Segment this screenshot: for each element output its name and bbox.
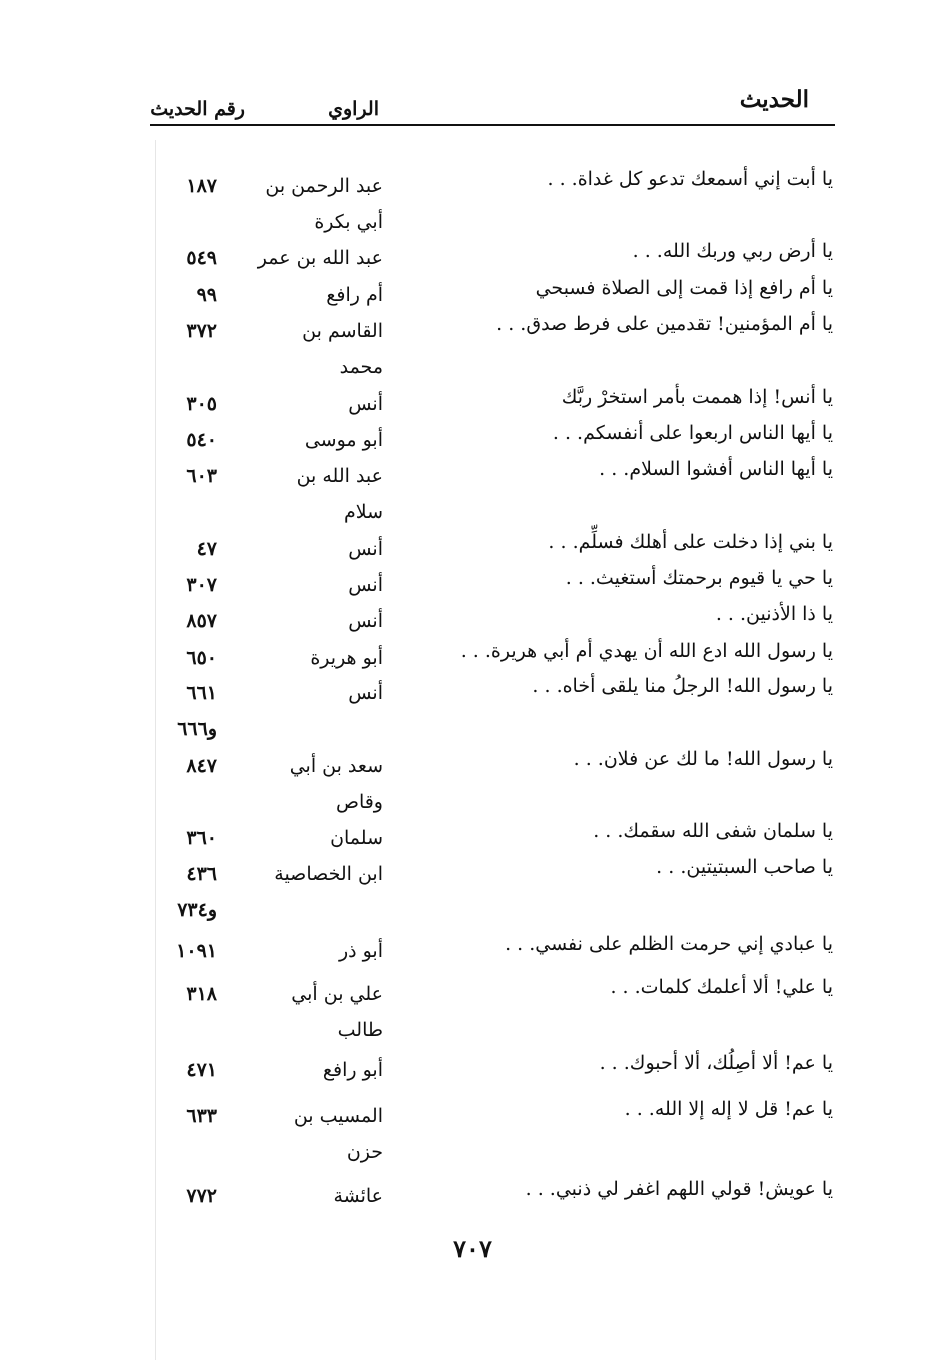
column-header-hadith: الحديث xyxy=(739,86,809,113)
hadith-text: يا أيها الناس اربعوا على أنفسكم. . . xyxy=(552,422,833,444)
hadith-text: يا بني إذا دخلت على أهلك فسلِّم. . . xyxy=(548,531,833,553)
hadith-number: ١٠٩١ xyxy=(176,940,217,962)
hadith-number: ٤٧١ xyxy=(186,1059,217,1081)
narrator-name: علي بن أبي طالب xyxy=(291,983,383,1041)
narrator-name: سلمان xyxy=(330,827,383,849)
hadith-text: يا أرض ربي وربك الله. . . xyxy=(632,240,833,262)
hadith-text: يا عبادي إني حرمت الظلم على نفسي. . . xyxy=(505,933,833,955)
narrator-name: أنس xyxy=(348,610,383,632)
hadith-number: ٩٩ xyxy=(196,284,217,306)
narrator-name: أنس xyxy=(348,682,383,704)
hadith-number: ٣١٨ xyxy=(186,983,217,1005)
narrator-name: عبد الله بن سلام xyxy=(296,465,383,523)
hadith-text: يا رسول الله ادع الله أن يهدي أم أبي هريرة. . . xyxy=(460,640,833,662)
hadith-number: ٥٤٩ xyxy=(186,247,217,269)
hadith-text: يا علي! ألا أعلمك كلمات. . . xyxy=(610,976,833,998)
narrator-name: أنس xyxy=(348,574,383,596)
hadith-number: ٤٧ xyxy=(196,538,217,560)
narrator-name: أبو موسى xyxy=(304,429,383,451)
narrator-name: عبد الرحمن بن أبي بكرة xyxy=(265,175,383,233)
hadith-text: يا عم! قل لا إله إلا الله. . . xyxy=(624,1098,833,1120)
narrator-name: أنس xyxy=(348,393,383,415)
narrator-name: سعد بن أبي وقاص xyxy=(289,755,383,813)
hadith-text: يا عويش! قولي اللهم اغفر لي ذنبي. . . xyxy=(525,1178,833,1200)
narrator-name: أبو رافع xyxy=(322,1059,383,1081)
hadith-number: ٦٣٣ xyxy=(186,1105,217,1127)
narrator-name: ابن الخصاصية xyxy=(274,863,383,885)
hadith-number: ٦٥٠ xyxy=(186,647,217,669)
hadith-number: ٣٧٢ xyxy=(186,320,217,342)
hadith-number: ٦٠٣ xyxy=(186,465,217,487)
hadith-text: يا أم المؤمنين! تقدمين على فرط صدق. . . xyxy=(496,313,833,335)
hadith-text: يا عم! ألا أصِلُك، ألا أحبوك. . . xyxy=(599,1052,833,1074)
hadith-text: يا أنس! إذا هممت بأمر استخرْ ربَّك xyxy=(561,386,833,408)
hadith-text: يا رسول الله! الرجلُ منا يلقى أخاه. . . xyxy=(532,675,833,697)
narrator-name: عائشة xyxy=(333,1185,383,1207)
hadith-number: ٣٠٧ xyxy=(186,574,217,596)
hadith-text: يا أم رافع إذا قمت إلى الصلاة فسبحي xyxy=(535,277,833,299)
hadith-text: يا رسول الله! ما لك عن فلان. . . xyxy=(573,748,833,770)
hadith-text: يا حي يا قيوم برحمتك أستغيث. . . xyxy=(565,567,833,589)
narrator-name: أم رافع xyxy=(326,284,383,306)
hadith-number: ٦٦١ و٦٦٦ xyxy=(177,682,217,740)
narrator-name: المسيب بن حزن xyxy=(293,1105,383,1163)
hadith-text: يا صاحب السبتيتين. . . xyxy=(656,856,833,878)
hadith-number: ٧٧٢ xyxy=(186,1185,217,1207)
hadith-text: يا سلمان شفى الله سقمك. . . xyxy=(593,820,833,842)
margin-guide xyxy=(155,140,156,1360)
narrator-name: أبو هريرة xyxy=(310,647,383,669)
hadith-text: يا ذا الأذنين. . . xyxy=(715,603,833,625)
hadith-text: يا أيها الناس أفشوا السلام. . . xyxy=(599,458,833,480)
hadith-number: ٨٥٧ xyxy=(186,610,217,632)
hadith-number: ٤٣٦ و٧٣٤ xyxy=(177,863,217,921)
column-header-number: رقم الحديث xyxy=(150,98,245,120)
narrator-name: أبو ذر xyxy=(338,940,383,962)
narrator-name: عبد الله بن عمر xyxy=(257,247,383,269)
hadith-number: ٣٦٠ xyxy=(186,827,217,849)
narrator-name: أنس xyxy=(348,538,383,560)
hadith-number: ٣٠٥ xyxy=(186,393,217,415)
hadith-number: ٨٤٧ xyxy=(186,755,217,777)
header-rule xyxy=(150,124,835,126)
page-number: ٧٠٧ xyxy=(453,1234,492,1263)
narrator-name: القاسم بن محمد xyxy=(302,320,383,378)
hadith-text: يا أبت إني أسمعك تدعو كل غداة. . . xyxy=(547,168,833,190)
column-header-narrator: الراوي xyxy=(328,98,379,120)
hadith-number: ١٨٧ xyxy=(186,175,217,197)
hadith-number: ٥٤٠ xyxy=(186,429,217,451)
